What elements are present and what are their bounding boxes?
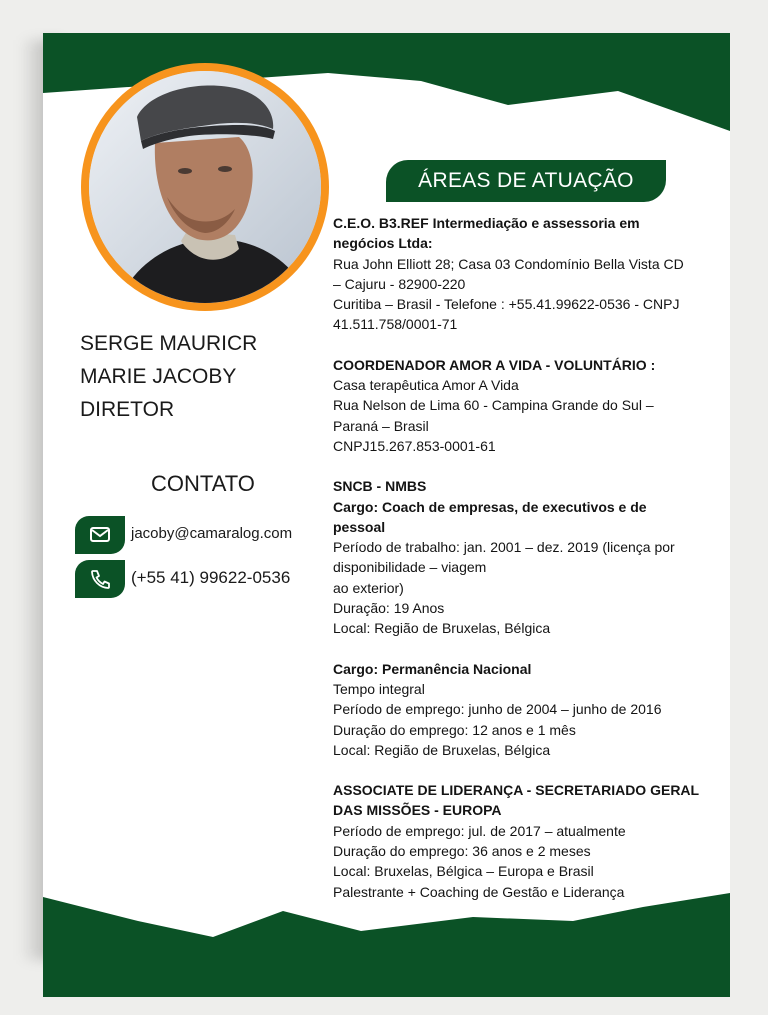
areas-heading: ÁREAS DE ATUAÇÃO	[386, 160, 666, 202]
section-gap	[333, 335, 725, 355]
section-heading-line: COORDENADOR AMOR A VIDA - VOLUNTÁRIO :	[333, 356, 656, 373]
section-detail-line: 41.511.758/0001-71	[333, 316, 458, 333]
section-heading-line: pessoal	[333, 518, 386, 535]
section-detail-line: Local: Região de Bruxelas, Bélgica	[333, 741, 551, 758]
section-detail-line: Período de emprego: junho de 2004 – junho de 2016	[333, 701, 662, 718]
section-heading-line: Cargo: Permanência Nacional	[333, 660, 532, 677]
experience-section	[333, 476, 725, 638]
section-gap	[333, 456, 725, 476]
section-detail-line: Rua John Elliott 28; Casa 03 Condomínio Bella Vista CD	[333, 255, 684, 272]
section-heading-line: SNCB - NMBS	[333, 478, 427, 495]
experience-section	[333, 355, 725, 456]
section-detail-line: Paraná – Brasil	[333, 417, 429, 434]
profile-photo	[81, 63, 329, 311]
section-heading-line: DAS MISSÕES - EUROPA	[333, 802, 502, 819]
experience-section	[333, 213, 725, 335]
section-detail-line: CNPJ15.267.853-0001-61	[333, 437, 496, 454]
section-gap	[333, 760, 725, 780]
section-detail-line: Local: Bruxelas, Bélgica – Europa e Brasil	[333, 863, 594, 880]
section-detail-line: – Cajuru - 82900-220	[333, 275, 466, 292]
profile-name-block	[80, 327, 340, 426]
envelope-icon	[89, 525, 111, 545]
experience-section	[333, 780, 725, 902]
resume-sheet	[43, 33, 730, 997]
job-role: DIRETOR	[80, 398, 175, 421]
section-detail-line: Curitiba – Brasil - Telefone : +55.41.99622-0536 - CNPJ	[333, 296, 680, 313]
section-detail-line: Rua Nelson de Lima 60 - Campina Grande do Sul –	[333, 397, 654, 414]
name-line-1: SERGE MAURICR	[80, 332, 258, 355]
section-detail-line: ao exterior)	[333, 579, 404, 596]
contact-phone[interactable]: (+55 41) 99622-0536	[131, 568, 291, 587]
section-gap	[333, 639, 725, 659]
section-detail-line: Palestrante + Coaching de Gestão e Liderança	[333, 883, 625, 900]
experience-section	[333, 659, 725, 760]
section-detail-line: Local: Região de Bruxelas, Bélgica	[333, 620, 551, 637]
section-detail-line: Tempo integral	[333, 680, 425, 697]
portrait-image	[89, 71, 321, 303]
section-heading-line: ASSOCIATE DE LIDERANÇA - SECRETARIADO GERAL	[333, 782, 700, 799]
email-badge	[75, 516, 125, 554]
experience-content	[333, 213, 725, 902]
phone-icon	[89, 569, 111, 589]
contact-email[interactable]: jacoby@camaralog.com	[131, 525, 293, 542]
section-detail-line: disponibilidade – viagem	[333, 559, 487, 576]
section-detail-line: Duração do emprego: 12 anos e 1 mês	[333, 721, 576, 738]
section-heading-line: Cargo: Coach de empresas, de executivos e de	[333, 498, 647, 515]
section-heading-line: negócios Ltda:	[333, 235, 433, 252]
name-line-2: MARIE JACOBY	[80, 365, 237, 388]
phone-badge	[75, 560, 125, 598]
section-detail-line: Período de emprego: jul. de 2017 – atualmente	[333, 822, 626, 839]
section-heading-line: C.E.O. B3.REF Intermediação e assessoria em	[333, 215, 640, 231]
section-detail-line: Período de trabalho: jan. 2001 – dez. 2019 (licença por	[333, 539, 675, 556]
section-detail-line: Casa terapêutica Amor A Vida	[333, 377, 519, 394]
section-detail-line: Duração: 19 Anos	[333, 600, 445, 617]
contact-heading: CONTATO	[151, 471, 255, 496]
section-detail-line: Duração do emprego: 36 anos e 2 meses	[333, 843, 591, 860]
